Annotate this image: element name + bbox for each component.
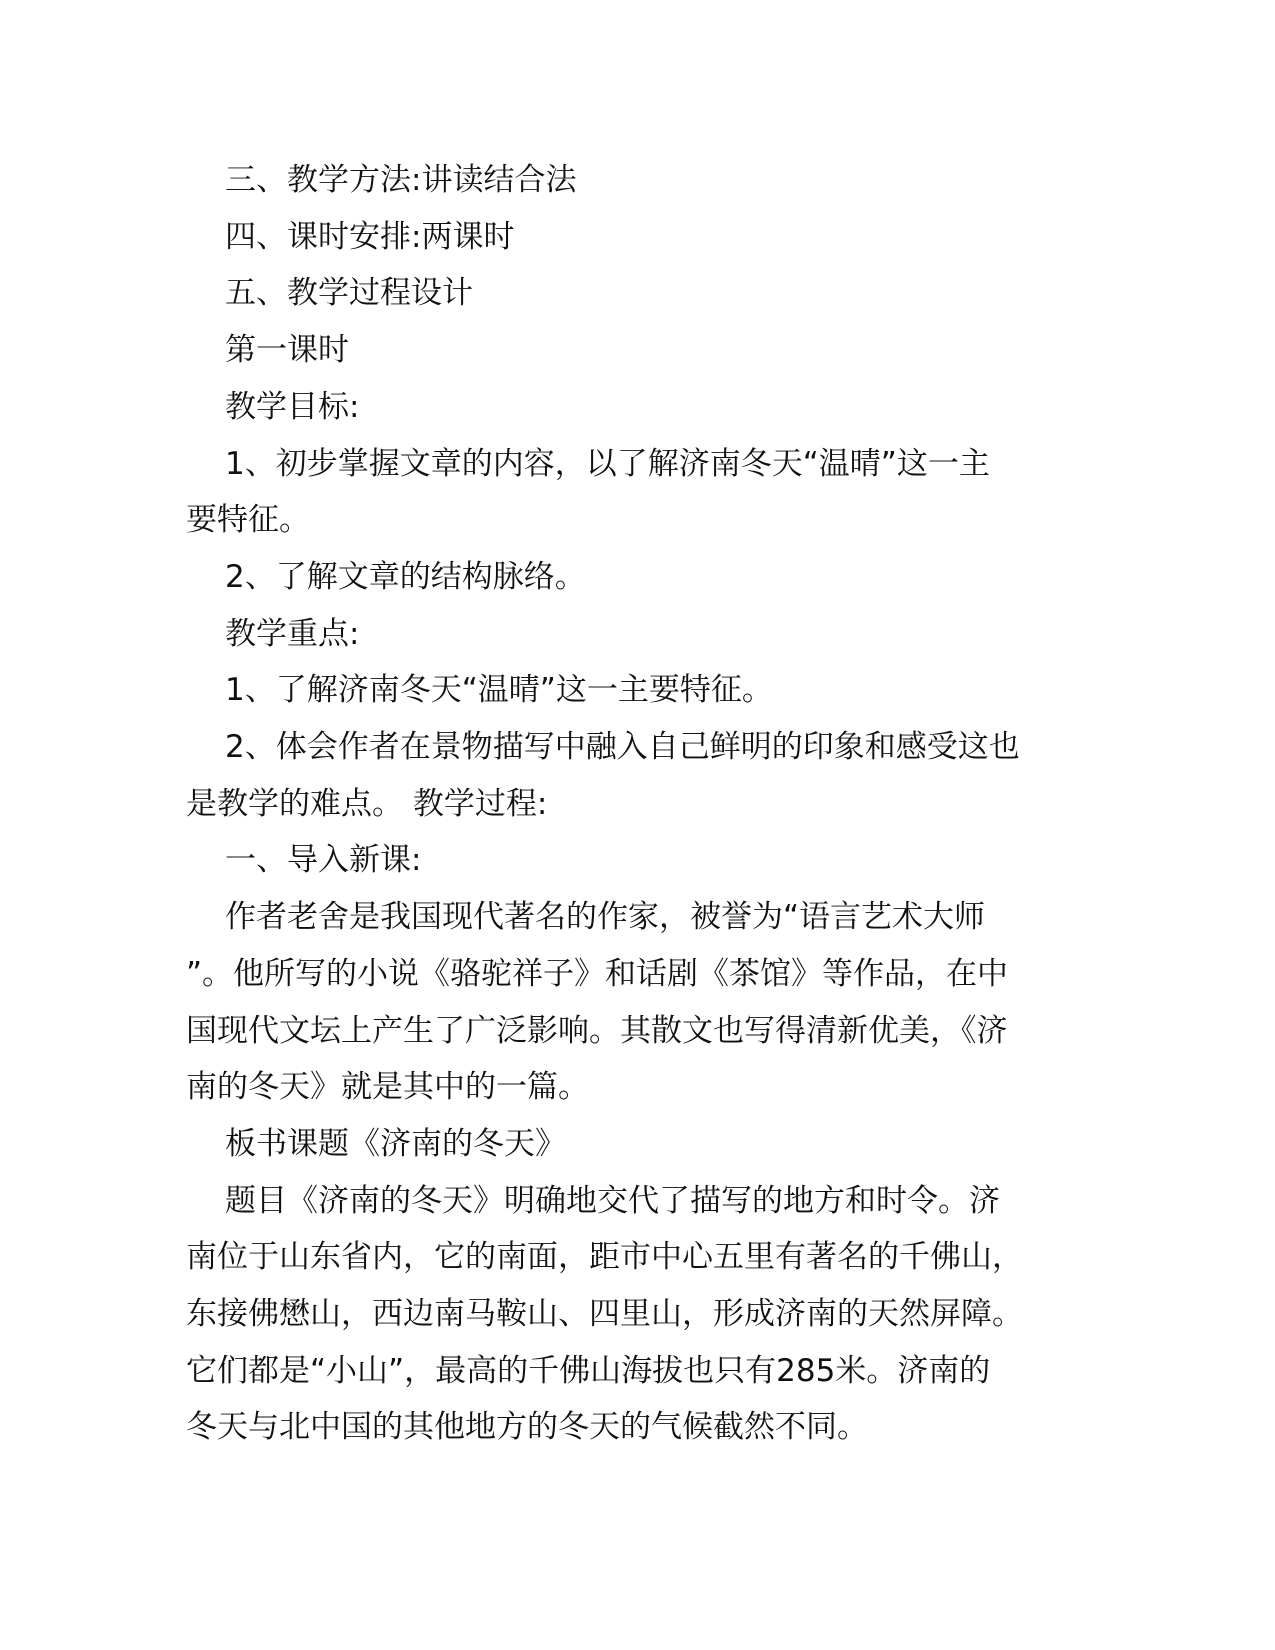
intro-heading: 一、导入新课: <box>225 842 422 879</box>
document-body <box>186 152 1086 1456</box>
board-title: 板书课题《济南的冬天》 <box>225 1125 566 1162</box>
intro-paragraph-line-1: 作者老舍是我国现代著名的作家，被誉为“语言艺术大师 <box>225 899 986 936</box>
key-point-1: 1、了解济南冬天“温晴”这一主要特征。 <box>225 672 773 709</box>
title-paragraph-line-3: 东接佛懋山，西边南马鞍山、四里山，形成济南的天然屏障。 <box>186 1296 1023 1333</box>
goal-item-2: 2、了解文章的结构脉络。 <box>225 558 586 595</box>
title-paragraph-line-5: 冬天与北中国的其他地方的冬天的气候截然不同。 <box>186 1409 868 1446</box>
section-heading-method: 三、教学方法:讲读结合法 <box>225 162 577 198</box>
key-point-2-continued: 是教学的难点。 教学过程: <box>186 785 548 822</box>
lesson-heading: 第一课时 <box>225 332 349 369</box>
goals-heading: 教学目标: <box>225 388 360 425</box>
intro-paragraph-line-3: 国现代文坛上产生了广泛影响。其散文也写得清新优美，《济 <box>186 1012 1008 1049</box>
goal-item-1-continued: 要特征。 <box>186 502 310 539</box>
title-paragraph-line-2: 南位于山东省内，它的南面，距市中心五里有著名的千佛山， <box>186 1239 1023 1276</box>
key-points-heading: 教学重点: <box>225 615 360 652</box>
intro-paragraph-line-4: 南的冬天》就是其中的一篇。 <box>186 1069 589 1106</box>
section-heading-schedule: 四、课时安排:两课时 <box>225 218 515 255</box>
goal-item-1: 1、初步掌握文章的内容，以了解济南冬天“温晴”这一主 <box>225 445 990 482</box>
title-paragraph-line-1: 题目《济南的冬天》明确地交代了描写的地方和时令。济 <box>225 1182 1000 1219</box>
section-heading-process: 五、教学过程设计 <box>225 275 473 312</box>
intro-paragraph-line-2: ”。他所写的小说《骆驼祥子》和话剧《茶馆》等作品，在中 <box>186 955 1009 992</box>
key-point-2: 2、体会作者在景物描写中融入自己鲜明的印象和感受这也 <box>225 729 1020 766</box>
title-paragraph-line-4: 它们都是“小山”，最高的千佛山海拔也只有285米。济南的 <box>186 1352 991 1389</box>
